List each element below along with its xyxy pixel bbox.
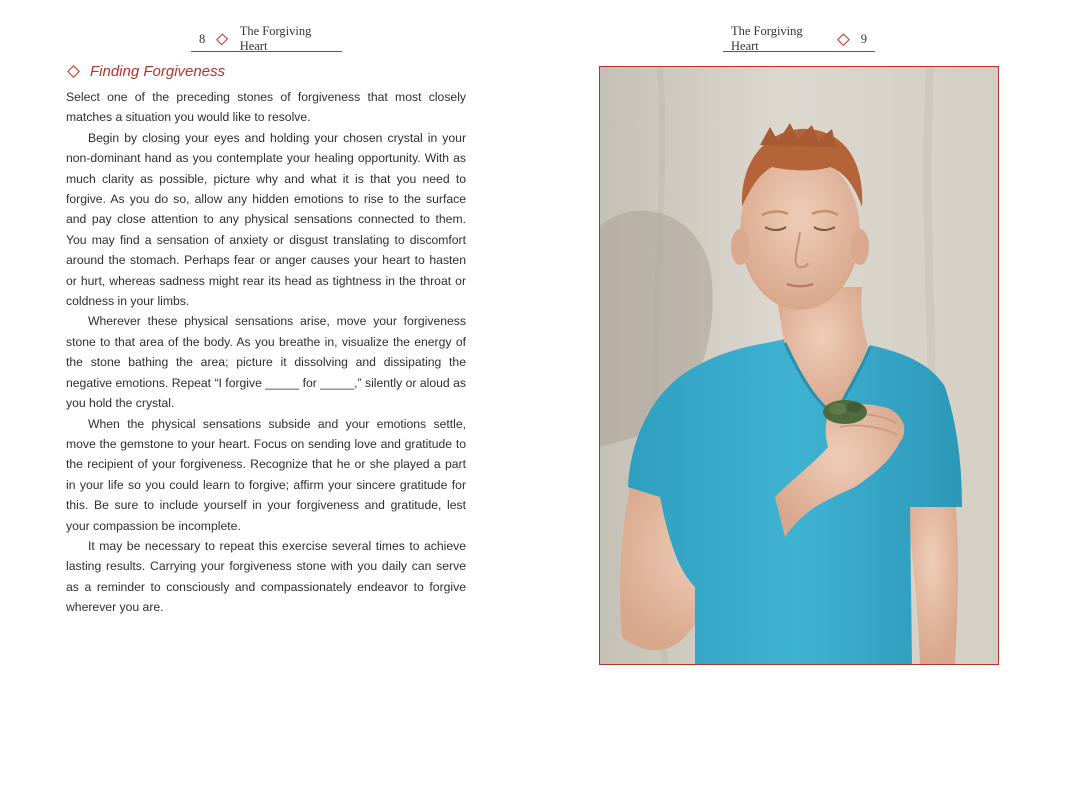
body-text xyxy=(66,87,466,618)
section-heading xyxy=(66,63,225,80)
page-number-left: 8 xyxy=(199,31,206,46)
running-title-left: The Forgiving Heart xyxy=(239,24,312,53)
paragraph: When the physical sensations subside and your emotions settle, move the gemstone to your heart. Focus on sending love and gratitude to the recipient of your forgiveness. Recognize that he or she played a part in your life so you could learn to forgive; affirm your sincere gratitude for this. Be sure to include yourself in your forgiveness and gratitude, lest your compassion be incomplete. xyxy=(66,416,466,533)
man-holding-stone-illustration xyxy=(600,67,998,664)
section-title: Finding Forgiveness xyxy=(90,63,226,80)
paragraph: Begin by closing your eyes and holding your chosen crystal in your non-dominant hand as you contemplate your healing opportunity. With as much clarity as possible, picture why and what it is that you need to forgive. As you do so, allow any hidden emotions to rise to the surface and pay close attention to any physical sensations connected to them. You may find a sensation of anxiety or disgust translating to discomfort around the stomach. Perhaps fear or anger causes your heart to hasten or hurt, whereas sadness might rear its head as tightness in the throat or coldness in your limbs. xyxy=(66,130,466,309)
running-head-right xyxy=(723,24,875,53)
page-number-right: 9 xyxy=(860,31,867,46)
diamond-ornament-icon xyxy=(216,33,228,45)
paragraph: Select one of the preceding stones of forgiveness that most closely matches a situation you would like to resolve. xyxy=(66,90,466,125)
paragraph: Wherever these physical sensations arise, move your forgiveness stone to that area of the body. As you breathe in, visualize the energy of the stone bathing the area; picture it dissolving and dissipating the negative emotions. Repeat “I forgive _____ for _____,” silently or aloud as you hold the crystal. xyxy=(66,314,466,411)
running-head-left xyxy=(191,24,342,53)
paragraph: It may be necessary to repeat this exercise several times to achieve lasting results. Carrying your forgiveness stone with you daily can serve as a reminder to consciously and compassionately endeavor to forgive wherever you are. xyxy=(66,538,466,615)
diamond-ornament-icon xyxy=(837,33,849,45)
diamond-bullet-icon xyxy=(67,65,80,78)
meditation-photo xyxy=(599,66,999,665)
running-title-right: The Forgiving Heart xyxy=(731,24,803,53)
